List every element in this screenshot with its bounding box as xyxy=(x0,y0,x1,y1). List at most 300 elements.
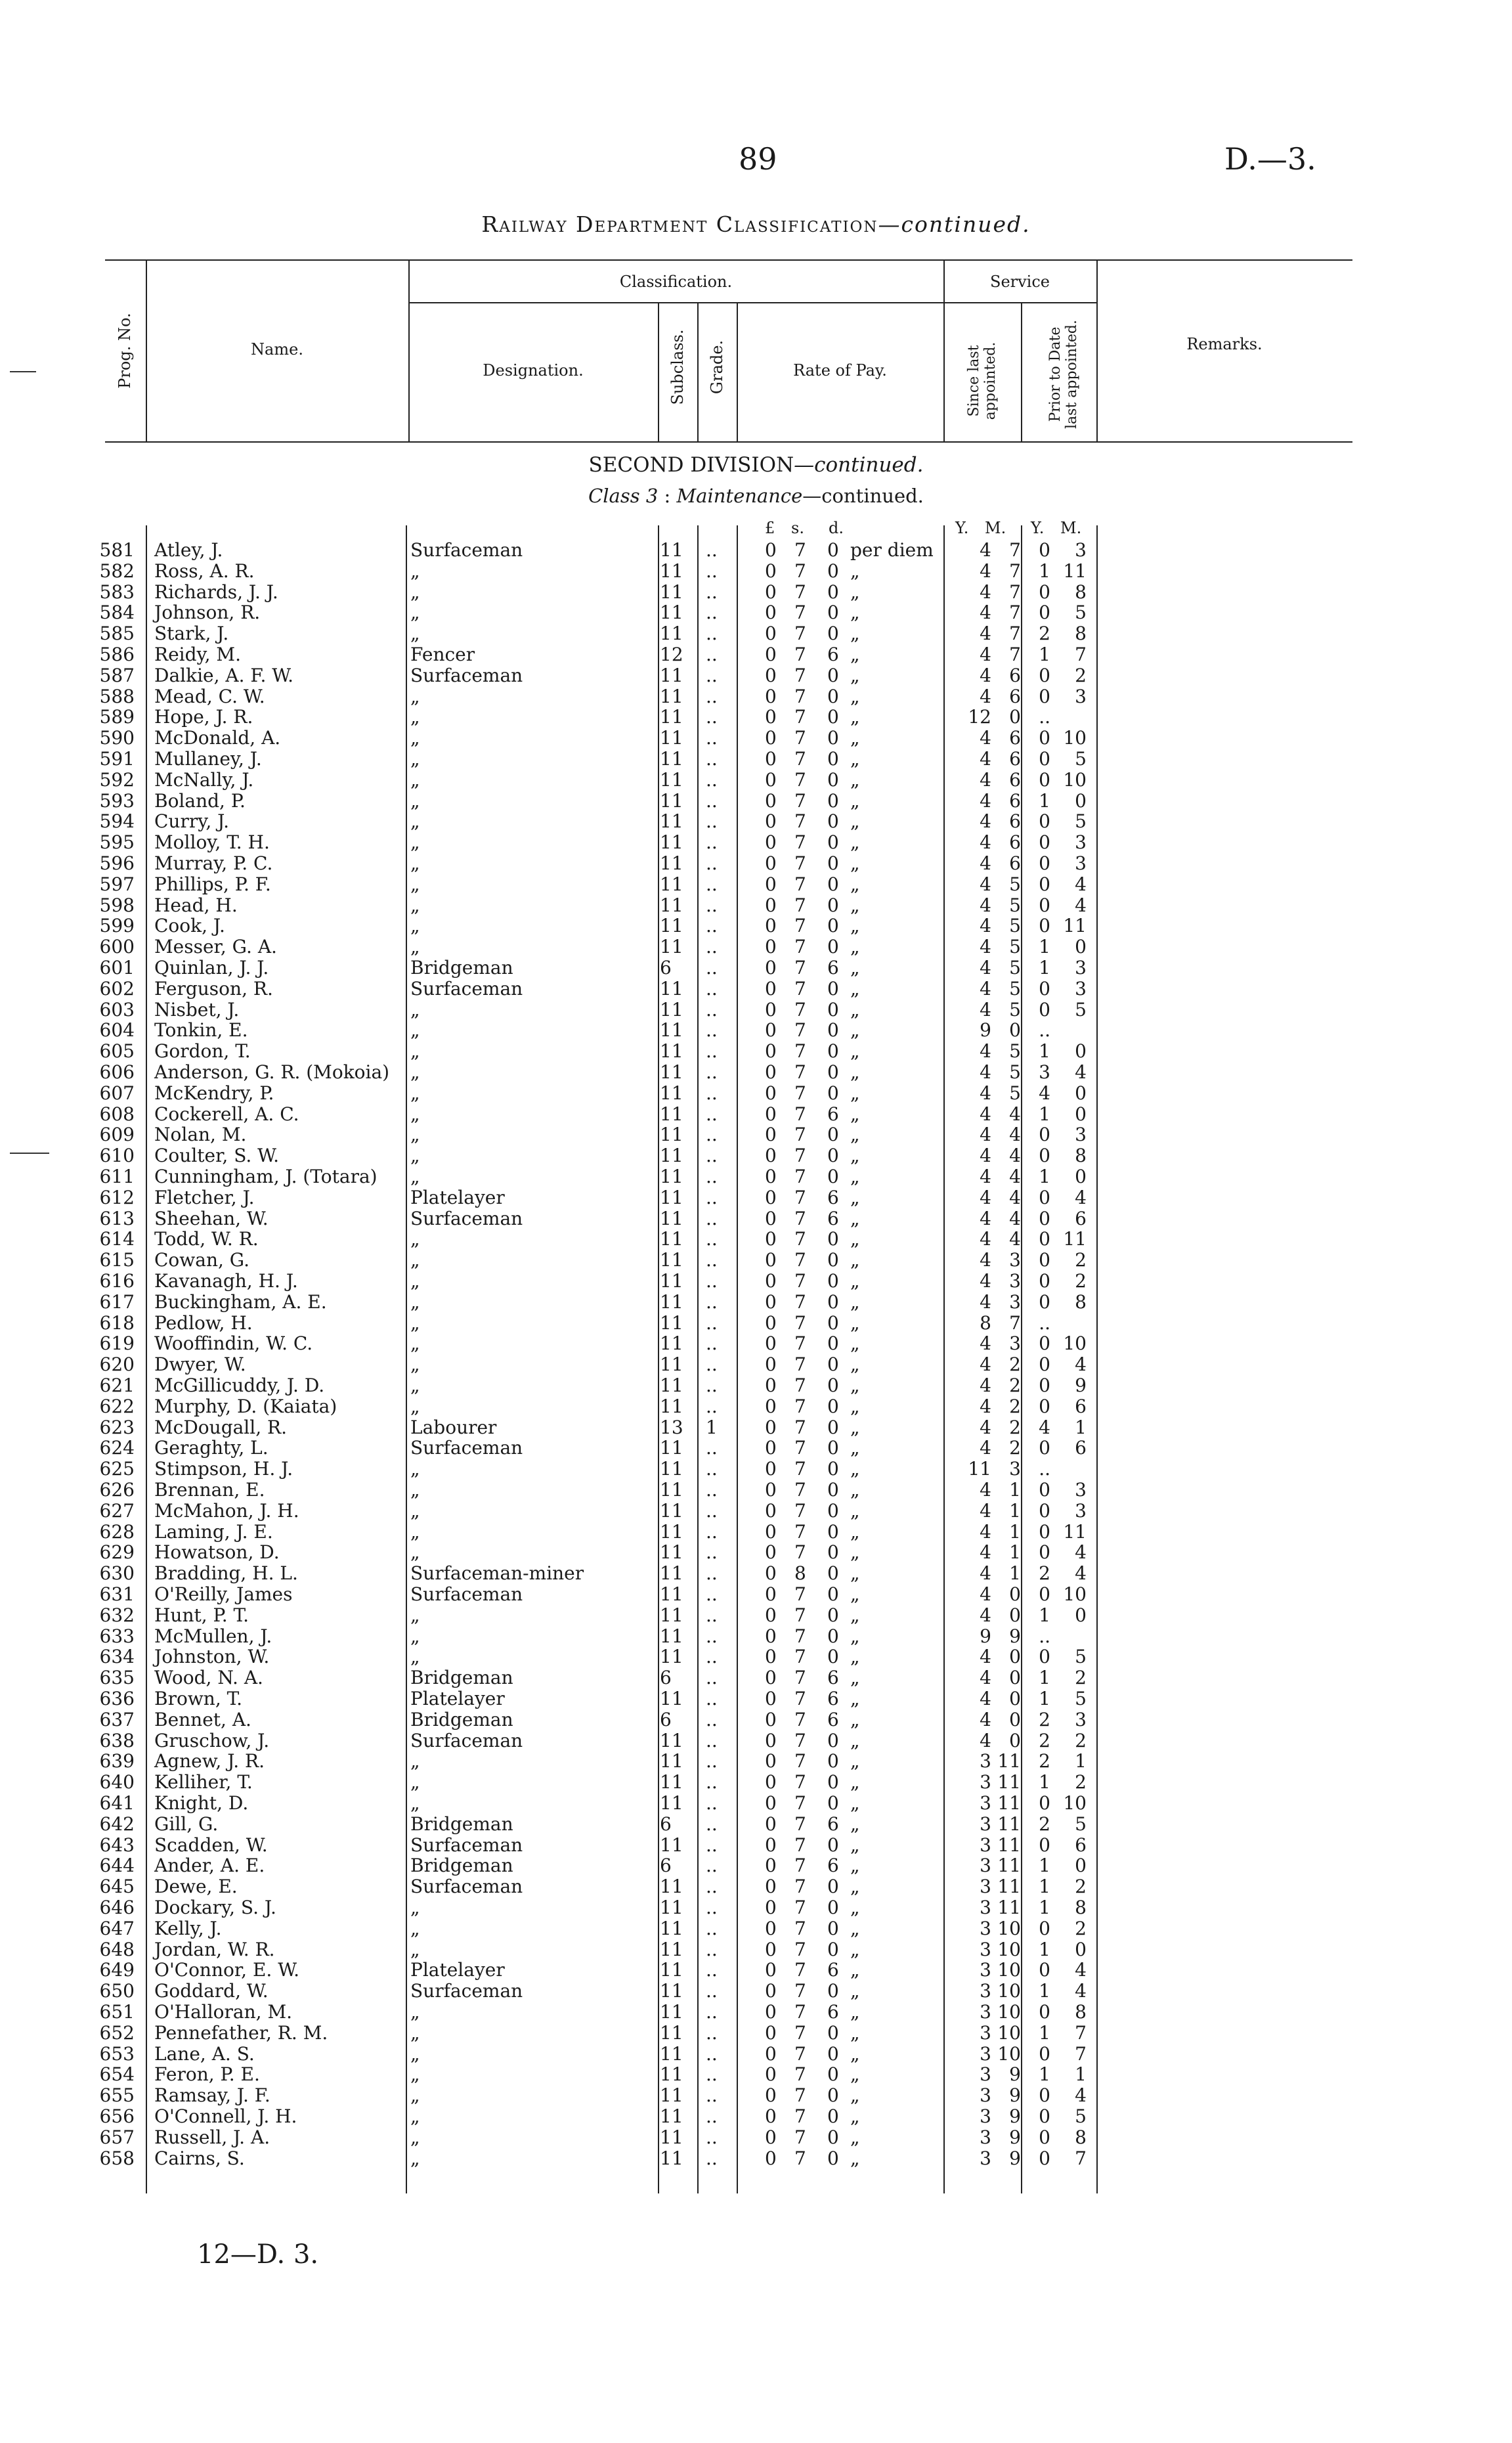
prog-no: 615 xyxy=(99,1249,135,1271)
employee-name: Tonkin, E. xyxy=(154,1019,248,1041)
since-months: 5 xyxy=(1009,999,1021,1021)
class-colon: : xyxy=(658,485,677,507)
pay-period: „ xyxy=(850,1583,860,1605)
pay-pence: 0 xyxy=(827,2063,839,2085)
subclass: 11 xyxy=(660,602,683,623)
unit-years-since: Y. xyxy=(955,519,969,537)
pay-pence: 0 xyxy=(827,686,839,707)
designation: „ xyxy=(410,2105,420,2127)
grade: .. xyxy=(706,1792,718,1814)
prior-years: 0 xyxy=(1039,727,1050,749)
pay-shillings: 7 xyxy=(794,1208,806,1229)
pay-pence: 0 xyxy=(827,539,839,561)
pay-pence: 0 xyxy=(827,1834,839,1856)
designation: „ xyxy=(410,686,420,707)
prior-months: 7 xyxy=(1075,2147,1087,2169)
designation: „ xyxy=(410,2063,420,2085)
class-heading xyxy=(0,485,1512,507)
prior-months: 1 xyxy=(1075,1750,1087,1772)
designation: „ xyxy=(410,1040,420,1062)
designation: „ xyxy=(410,1103,420,1125)
subclass: 11 xyxy=(660,1208,683,1229)
pay-shillings: 7 xyxy=(794,2126,806,2148)
subclass: 11 xyxy=(660,1834,683,1856)
subclass: 11 xyxy=(660,810,683,832)
prior-months: 7 xyxy=(1075,2043,1087,2065)
designation: „ xyxy=(410,2126,420,2148)
pay-pounds: 0 xyxy=(765,1562,777,1584)
employee-name: Ramsay, J. F. xyxy=(154,2084,270,2106)
designation: „ xyxy=(410,2084,420,2106)
designation: „ xyxy=(410,2043,420,2065)
pay-shillings: 7 xyxy=(794,1834,806,1856)
pay-period: „ xyxy=(850,1667,860,1688)
table-row xyxy=(0,811,1512,832)
since-years: 9 xyxy=(980,1019,991,1041)
pay-shillings: 8 xyxy=(794,1562,806,1584)
since-months: 7 xyxy=(1009,539,1021,561)
pay-pounds: 0 xyxy=(765,1270,777,1292)
since-months: 5 xyxy=(1009,1082,1021,1104)
prior-years: 1 xyxy=(1039,790,1050,812)
subclass: 6 xyxy=(660,957,672,979)
employee-name: McGillicuddy, J. D. xyxy=(154,1375,325,1396)
prior-years: 0 xyxy=(1039,1291,1050,1313)
subclass: 11 xyxy=(660,1103,683,1125)
prior-years: 1 xyxy=(1039,936,1050,957)
pay-period: „ xyxy=(850,1458,860,1480)
prog-no: 583 xyxy=(99,581,135,603)
designation: Surfaceman xyxy=(410,539,523,561)
header-remarks: Remarks. xyxy=(1186,335,1263,353)
table-row xyxy=(0,1835,1512,1856)
since-months: 2 xyxy=(1009,1437,1021,1459)
pay-period: „ xyxy=(850,1082,860,1104)
prog-no: 658 xyxy=(99,2147,135,2169)
pay-pence: 0 xyxy=(827,1124,839,1145)
subclass: 11 xyxy=(660,1688,683,1709)
since-years: 4 xyxy=(980,665,991,686)
pay-shillings: 7 xyxy=(794,665,806,686)
designation: „ xyxy=(410,1312,420,1334)
pay-pence: 6 xyxy=(827,1959,839,1981)
prior-months: 9 xyxy=(1075,1375,1087,1396)
pay-shillings: 7 xyxy=(794,706,806,728)
pay-period: „ xyxy=(850,623,860,644)
prior-years: 0 xyxy=(1039,978,1050,1000)
since-months: 6 xyxy=(1009,790,1021,812)
prog-no: 625 xyxy=(99,1458,135,1480)
pay-period: „ xyxy=(850,1019,860,1041)
designation: Surfaceman xyxy=(410,665,523,686)
since-years: 3 xyxy=(980,2022,991,2044)
pay-period: „ xyxy=(850,1312,860,1334)
prior-years: 0 xyxy=(1039,1541,1050,1563)
prior-months: 0 xyxy=(1075,790,1087,812)
prog-no: 619 xyxy=(99,1332,135,1354)
pay-pounds: 0 xyxy=(765,2022,777,2044)
prior-years: 1 xyxy=(1039,957,1050,979)
grade: .. xyxy=(706,2001,718,2023)
grade: .. xyxy=(706,2126,718,2148)
pay-period: „ xyxy=(850,1270,860,1292)
subclass: 11 xyxy=(660,1730,683,1751)
grade: .. xyxy=(706,1834,718,1856)
subclass: 11 xyxy=(660,1959,683,1981)
pay-period: „ xyxy=(850,1061,860,1083)
pay-period: „ xyxy=(850,1354,860,1375)
prior-years: 0 xyxy=(1039,1375,1050,1396)
since-months: 11 xyxy=(997,1750,1021,1772)
pay-pence: 0 xyxy=(827,810,839,832)
grade: .. xyxy=(706,1458,718,1480)
pay-pence: 6 xyxy=(827,1103,839,1125)
pay-pounds: 0 xyxy=(765,1396,777,1417)
prior-months: 3 xyxy=(1075,1709,1087,1730)
pay-pounds: 0 xyxy=(765,810,777,832)
pay-pence: 0 xyxy=(827,1082,839,1104)
prog-no: 638 xyxy=(99,1730,135,1751)
prog-no: 611 xyxy=(99,1166,135,1187)
pay-pounds: 0 xyxy=(765,1897,777,1918)
prior-years: 0 xyxy=(1039,2043,1050,2065)
pay-pence: 6 xyxy=(827,1813,839,1835)
grade: .. xyxy=(706,1583,718,1605)
grade: .. xyxy=(706,1771,718,1793)
pay-period: „ xyxy=(850,1479,860,1501)
prior-years: 0 xyxy=(1039,1500,1050,1522)
since-months: 1 xyxy=(1009,1541,1021,1563)
prog-no: 650 xyxy=(99,1980,135,2002)
pay-pence: 0 xyxy=(827,1730,839,1751)
pay-period: „ xyxy=(850,1375,860,1396)
prior-years: 0 xyxy=(1039,1646,1050,1667)
prior-years: 0 xyxy=(1039,1918,1050,1939)
pay-pence: 0 xyxy=(827,1040,839,1062)
subclass: 11 xyxy=(660,1375,683,1396)
subclass: 11 xyxy=(660,1771,683,1793)
pay-pounds: 0 xyxy=(765,2043,777,2065)
prog-no: 653 xyxy=(99,2043,135,2065)
header-classification: Classification. xyxy=(619,273,733,291)
pay-pounds: 0 xyxy=(765,852,777,874)
designation: „ xyxy=(410,1521,420,1543)
since-months: 11 xyxy=(997,1771,1021,1793)
table-row xyxy=(0,1041,1512,1062)
prior-years: 0 xyxy=(1039,769,1050,791)
since-years: 4 xyxy=(980,1375,991,1396)
employee-name: Howatson, D. xyxy=(154,1541,280,1563)
pay-pounds: 0 xyxy=(765,1688,777,1709)
pay-shillings: 7 xyxy=(794,1959,806,1981)
table-row xyxy=(0,602,1512,623)
table-row xyxy=(0,540,1512,561)
table-row xyxy=(0,1062,1512,1083)
designation: „ xyxy=(410,1479,420,1501)
designation: „ xyxy=(410,1145,420,1166)
grade: .. xyxy=(706,1249,718,1271)
pay-pounds: 0 xyxy=(765,1458,777,1480)
prior-months: 2 xyxy=(1075,1876,1087,1897)
designation: „ xyxy=(410,581,420,603)
grade: .. xyxy=(706,686,718,707)
prior-years: 1 xyxy=(1039,1667,1050,1688)
prior-years: 0 xyxy=(1039,810,1050,832)
since-months: 9 xyxy=(1009,2126,1021,2148)
since-months: 2 xyxy=(1009,1354,1021,1375)
pay-shillings: 7 xyxy=(794,1897,806,1918)
prog-no: 596 xyxy=(99,852,135,874)
pay-pounds: 0 xyxy=(765,1208,777,1229)
designation: Bridgeman xyxy=(410,1855,513,1876)
pay-pence: 0 xyxy=(827,665,839,686)
pay-pounds: 0 xyxy=(765,706,777,728)
prog-no: 581 xyxy=(99,539,135,561)
since-years: 4 xyxy=(980,1521,991,1543)
prior-months: 3 xyxy=(1075,1500,1087,1522)
pay-pence: 0 xyxy=(827,1541,839,1563)
since-months: 3 xyxy=(1009,1270,1021,1292)
employee-name: Todd, W. R. xyxy=(154,1228,259,1250)
grade: .. xyxy=(706,2043,718,2065)
pay-shillings: 7 xyxy=(794,1312,806,1334)
pay-shillings: 7 xyxy=(794,1667,806,1688)
since-months: 0 xyxy=(1009,706,1021,728)
designation: „ xyxy=(410,727,420,749)
table-row xyxy=(0,2002,1512,2023)
pay-period: „ xyxy=(850,706,860,728)
class-suffix: —continued. xyxy=(802,485,924,507)
table-row xyxy=(0,1083,1512,1104)
pay-pounds: 0 xyxy=(765,1228,777,1250)
prog-no: 643 xyxy=(99,1834,135,1856)
pay-period: „ xyxy=(850,999,860,1021)
pay-pounds: 0 xyxy=(765,1939,777,1960)
grade: .. xyxy=(706,1730,718,1751)
prior-years: 0 xyxy=(1039,1521,1050,1543)
pay-pence: 6 xyxy=(827,1709,839,1730)
subclass: 11 xyxy=(660,2063,683,2085)
prog-no: 601 xyxy=(99,957,135,979)
prior-years: 2 xyxy=(1039,1750,1050,1772)
pay-shillings: 7 xyxy=(794,1437,806,1459)
employee-name: McDougall, R. xyxy=(154,1417,288,1438)
prog-no: 616 xyxy=(99,1270,135,1292)
pay-pounds: 0 xyxy=(765,873,777,895)
pay-period: „ xyxy=(850,1332,860,1354)
pay-pounds: 0 xyxy=(765,1417,777,1438)
since-years: 4 xyxy=(980,1417,991,1438)
pay-period: „ xyxy=(850,831,860,853)
grade: .. xyxy=(706,748,718,770)
since-years: 4 xyxy=(980,936,991,957)
since-years: 3 xyxy=(980,1792,991,1814)
pay-shillings: 7 xyxy=(794,1709,806,1730)
prog-no: 614 xyxy=(99,1228,135,1250)
pay-period: „ xyxy=(850,790,860,812)
header-divider xyxy=(697,302,699,441)
designation: „ xyxy=(410,894,420,916)
table-row xyxy=(0,1480,1512,1501)
designation: „ xyxy=(410,1375,420,1396)
employee-name: Dwyer, W. xyxy=(154,1354,246,1375)
pay-period: „ xyxy=(850,1040,860,1062)
prior-months: 5 xyxy=(1075,602,1087,623)
since-years: 4 xyxy=(980,1437,991,1459)
prior-years: 2 xyxy=(1039,1709,1050,1730)
employee-name: McKendry, P. xyxy=(154,1082,274,1104)
employee-name: Hunt, P. T. xyxy=(154,1604,249,1626)
table-row xyxy=(0,1229,1512,1250)
since-months: 5 xyxy=(1009,1040,1021,1062)
prior-months: 8 xyxy=(1075,2126,1087,2148)
employee-name: Kelliher, T. xyxy=(154,1771,253,1793)
table-row xyxy=(0,979,1512,1000)
since-months: 5 xyxy=(1009,1061,1021,1083)
prior-years: 1 xyxy=(1039,1688,1050,1709)
header-name: Name. xyxy=(251,340,303,359)
table-row xyxy=(0,582,1512,603)
employee-name: Gill, G. xyxy=(154,1813,219,1835)
subclass: 11 xyxy=(660,1897,683,1918)
pay-pounds: 0 xyxy=(765,1061,777,1083)
pay-pence: 0 xyxy=(827,2147,839,2169)
prior-years: 2 xyxy=(1039,1813,1050,1835)
table-row xyxy=(0,1459,1512,1480)
pay-shillings: 7 xyxy=(794,2001,806,2023)
pay-period: „ xyxy=(850,727,860,749)
prior-months: 0 xyxy=(1075,1166,1087,1187)
pay-pence: 0 xyxy=(827,1750,839,1772)
table-row xyxy=(0,2044,1512,2065)
employee-name: Atley, J. xyxy=(154,539,223,561)
prior-years: 0 xyxy=(1039,852,1050,874)
table-row xyxy=(0,1960,1512,1981)
employee-name: Kavanagh, H. J. xyxy=(154,1270,298,1292)
since-years: 4 xyxy=(980,790,991,812)
employee-name: McNally, J. xyxy=(154,769,254,791)
designation: „ xyxy=(410,2001,420,2023)
prog-no: 630 xyxy=(99,1562,135,1584)
prior-months: 7 xyxy=(1075,2022,1087,2044)
prog-no: 608 xyxy=(99,1103,135,1125)
employee-name: Brown, T. xyxy=(154,1688,243,1709)
pay-pence: 0 xyxy=(827,1625,839,1647)
since-months: 10 xyxy=(997,2043,1021,2065)
prog-no: 598 xyxy=(99,894,135,916)
employee-name: Brennan, E. xyxy=(154,1479,265,1501)
pay-pence: 0 xyxy=(827,1354,839,1375)
pay-pence: 0 xyxy=(827,727,839,749)
pay-pence: 0 xyxy=(827,560,839,582)
pay-shillings: 7 xyxy=(794,1332,806,1354)
prior-years: 1 xyxy=(1039,1876,1050,1897)
prior-years: 0 xyxy=(1039,665,1050,686)
grade: .. xyxy=(706,873,718,895)
table-row xyxy=(0,1166,1512,1187)
table-row xyxy=(0,644,1512,665)
table-row xyxy=(0,957,1512,979)
pay-pounds: 0 xyxy=(765,1166,777,1187)
table-row xyxy=(0,2064,1512,2085)
prog-no: 589 xyxy=(99,706,135,728)
prog-no: 623 xyxy=(99,1417,135,1438)
designation: „ xyxy=(410,1604,420,1626)
grade: .. xyxy=(706,1646,718,1667)
since-years: 4 xyxy=(980,1730,991,1751)
pay-period: „ xyxy=(850,560,860,582)
since-months: 10 xyxy=(997,1980,1021,2002)
pay-shillings: 7 xyxy=(794,560,806,582)
subclass: 11 xyxy=(660,2084,683,2106)
subclass: 12 xyxy=(660,644,683,665)
table-row xyxy=(0,1981,1512,2002)
table-row xyxy=(0,853,1512,874)
subclass: 11 xyxy=(660,873,683,895)
table-row xyxy=(0,1292,1512,1313)
since-months: 5 xyxy=(1009,957,1021,979)
prog-no: 632 xyxy=(99,1604,135,1626)
prior-years: 1 xyxy=(1039,1855,1050,1876)
pay-pence: 0 xyxy=(827,748,839,770)
prior-months: 6 xyxy=(1075,1396,1087,1417)
title-suffix: —continued. xyxy=(878,211,1031,237)
pay-pounds: 0 xyxy=(765,936,777,957)
grade: .. xyxy=(706,644,718,665)
employee-name: Nolan, M. xyxy=(154,1124,247,1145)
since-years: 3 xyxy=(980,2043,991,2065)
table-row xyxy=(0,895,1512,916)
since-months: 7 xyxy=(1009,1312,1021,1334)
prior-months: 11 xyxy=(1063,1521,1087,1543)
prior-months: 2 xyxy=(1075,1270,1087,1292)
pay-pounds: 0 xyxy=(765,602,777,623)
subclass: 11 xyxy=(660,1646,683,1667)
since-months: 6 xyxy=(1009,852,1021,874)
pay-period: „ xyxy=(850,2147,860,2169)
prior-years: 1 xyxy=(1039,644,1050,665)
table-row xyxy=(0,1501,1512,1522)
subclass: 11 xyxy=(660,769,683,791)
designation: „ xyxy=(410,602,420,623)
subclass: 11 xyxy=(660,2147,683,2169)
prior-years: 0 xyxy=(1039,1792,1050,1814)
pay-period: „ xyxy=(850,1541,860,1563)
prior-years: 0 xyxy=(1039,831,1050,853)
employee-name: Boland, P. xyxy=(154,790,246,812)
designation: Surfaceman xyxy=(410,1730,523,1751)
since-years: 3 xyxy=(980,1771,991,1793)
grade: .. xyxy=(706,1667,718,1688)
subclass: 11 xyxy=(660,1019,683,1041)
header-grade: Grade. xyxy=(708,340,726,395)
header-subclass: Subclass. xyxy=(668,329,687,405)
table-row xyxy=(0,1939,1512,1960)
subclass: 11 xyxy=(660,1166,683,1187)
prior-months: 4 xyxy=(1075,1980,1087,2002)
pay-pence: 6 xyxy=(827,2001,839,2023)
since-months: 1 xyxy=(1009,1521,1021,1543)
pay-shillings: 7 xyxy=(794,999,806,1021)
pay-pence: 0 xyxy=(827,1417,839,1438)
since-years: 4 xyxy=(980,1479,991,1501)
designation: Surfaceman xyxy=(410,1583,523,1605)
designation: „ xyxy=(410,706,420,728)
pay-period: „ xyxy=(850,1417,860,1438)
header-bottom-rule xyxy=(105,441,1352,443)
designation: „ xyxy=(410,936,420,957)
pay-period: „ xyxy=(850,1124,860,1145)
